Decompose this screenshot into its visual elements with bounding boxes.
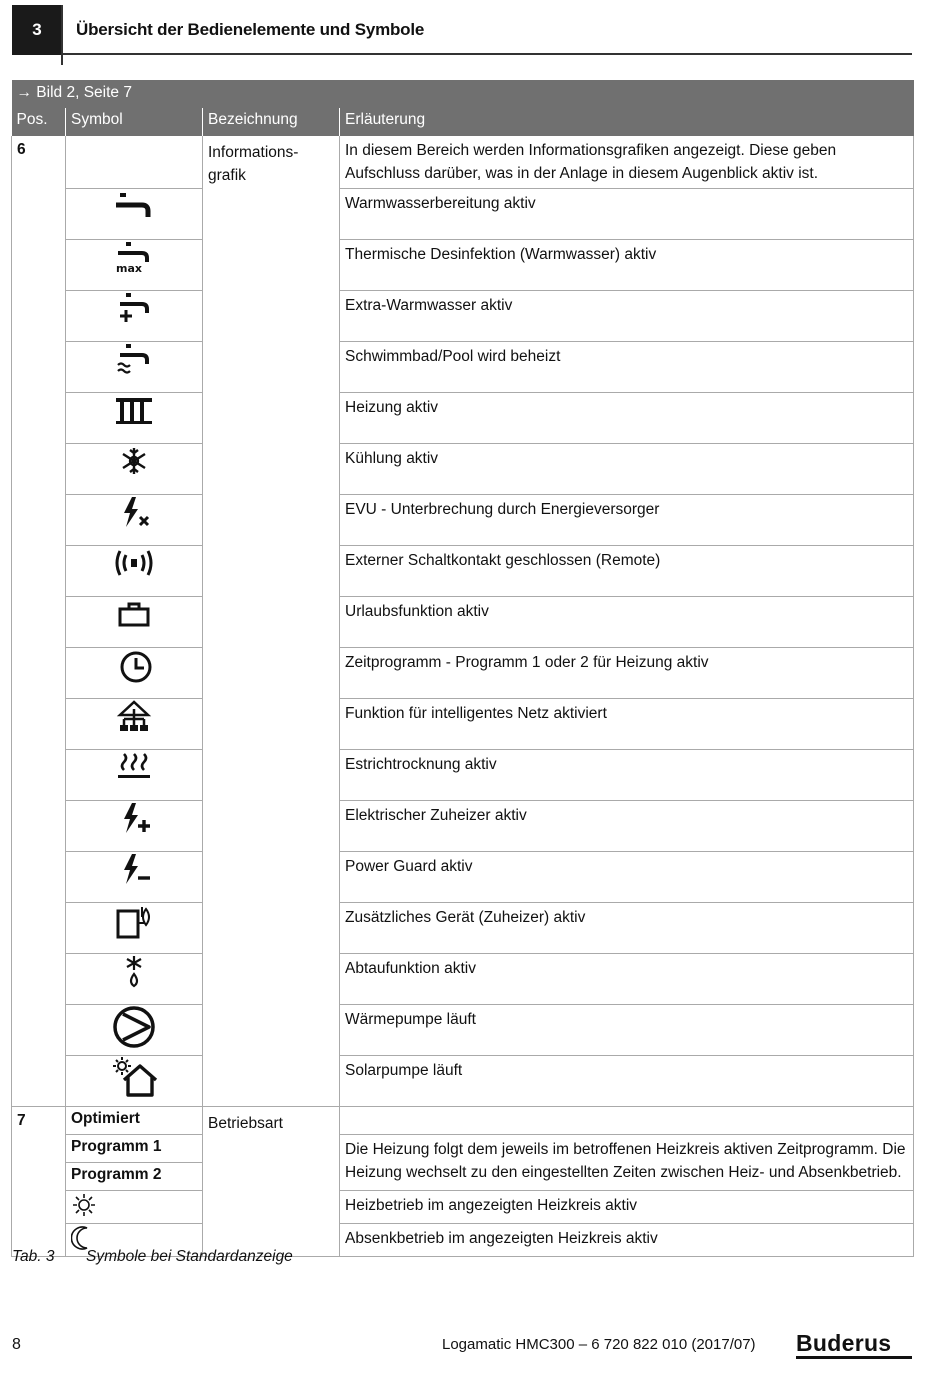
explanation-cell: Schwimmbad/Pool wird beheizt xyxy=(340,341,914,392)
explanation-cell: Thermische Desinfektion (Warmwasser) aktiv xyxy=(340,239,914,290)
table-row xyxy=(12,392,914,443)
header-rule xyxy=(62,53,912,55)
symbol-empty xyxy=(66,136,203,188)
explanation-cell: Abtaufunktion aktiv xyxy=(340,953,914,1004)
mode-programm-1: Programm 1 xyxy=(66,1134,203,1162)
column-header-symbol: Symbol xyxy=(66,108,203,136)
explanation-setback: Absenkbetrieb im angezeigten Heizkreis aktiv xyxy=(340,1223,914,1256)
clock-icon xyxy=(66,648,202,684)
explanation-cell: Zusätzliches Gerät (Zuheizer) aktiv xyxy=(340,902,914,953)
symbol-cell xyxy=(66,800,203,851)
tap-icon xyxy=(66,189,202,223)
explanation-intro: In diesem Bereich werden Informationsgrafiken angezeigt. Diese geben Aufschluss darüber, was in der Anlage in diesem Augenblick aktiv ist. xyxy=(340,136,914,188)
symbol-cell xyxy=(66,698,203,749)
table-row xyxy=(12,1106,914,1134)
table-row xyxy=(12,698,914,749)
designation-info-graphic xyxy=(203,136,340,1106)
lightning-minus-icon xyxy=(66,852,202,886)
buderus-logo: Buderus xyxy=(796,1330,892,1356)
designation-operating-mode: Betriebsart xyxy=(203,1106,340,1256)
explanation-cell: Estrichtrocknung aktiv xyxy=(340,749,914,800)
explanation-cell: Power Guard aktiv xyxy=(340,851,914,902)
symbol-cell xyxy=(66,1055,203,1106)
symbol-cell xyxy=(66,443,203,494)
explanation-cell: Warmwasserbereitung aktiv xyxy=(340,188,914,239)
pos-7: 7 xyxy=(12,1106,66,1256)
explanation-cell: EVU - Unterbrechung durch Energieversorger xyxy=(340,494,914,545)
explanation-cell: Funktion für intelligentes Netz aktiviert xyxy=(340,698,914,749)
symbol-cell xyxy=(66,749,203,800)
symbol-table xyxy=(11,80,914,1257)
mode-optimiert: Optimiert xyxy=(66,1106,203,1134)
explanation-cell: Wärmepumpe läuft xyxy=(340,1004,914,1055)
table-row xyxy=(12,341,914,392)
column-header-designation: Bezeichnung xyxy=(203,108,340,136)
table-row xyxy=(12,953,914,1004)
table-row xyxy=(12,800,914,851)
explanation-heating: Heizbetrieb im angezeigten Heizkreis aktiv xyxy=(340,1190,914,1223)
symbol-cell xyxy=(66,596,203,647)
table-row xyxy=(12,545,914,596)
radiator-icon xyxy=(66,393,202,427)
table-row xyxy=(12,647,914,698)
table-row xyxy=(12,290,914,341)
explanation-cell: Heizung aktiv xyxy=(340,392,914,443)
table-row xyxy=(12,188,914,239)
chapter-title: Übersicht der Bedienelemente und Symbole xyxy=(76,20,425,39)
chapter-number: 3 xyxy=(12,5,62,55)
table-row xyxy=(12,1134,914,1162)
symbol-cell xyxy=(66,188,203,239)
lightning-x-icon xyxy=(66,495,202,529)
page-number: 8 xyxy=(12,1336,21,1353)
svg-text:max: max xyxy=(116,261,142,274)
table-row xyxy=(12,902,914,953)
symbol-cell xyxy=(66,341,203,392)
snowflake-icon xyxy=(66,444,202,478)
explanation-cell: Elektrischer Zuheizer aktiv xyxy=(340,800,914,851)
suitcase-icon xyxy=(66,597,202,631)
remote-signal-icon xyxy=(66,546,202,580)
header-divider xyxy=(61,5,63,65)
explanation-cell: Urlaubsfunktion aktiv xyxy=(340,596,914,647)
table-row xyxy=(12,749,914,800)
explanation-cell: Kühlung aktiv xyxy=(340,443,914,494)
symbol-cell xyxy=(66,290,203,341)
column-header-explanation: Erläuterung xyxy=(340,108,914,136)
table-caption xyxy=(12,1248,293,1266)
sun-symbol-cell xyxy=(66,1190,203,1223)
explanation-cell: Externer Schaltkontakt geschlossen (Remote) xyxy=(340,545,914,596)
table-row xyxy=(12,1055,914,1106)
caption-text: Symbole bei Standardanzeige xyxy=(86,1248,293,1265)
table-row xyxy=(12,851,914,902)
tap-plus-icon xyxy=(66,291,202,325)
figure-reference: → Bild 2, Seite 7 xyxy=(12,80,914,108)
symbol-cell xyxy=(66,953,203,1004)
symbol-cell xyxy=(66,1004,203,1055)
symbol-cell xyxy=(66,545,203,596)
tap-max-icon xyxy=(66,240,202,274)
lightning-plus-icon xyxy=(66,801,202,835)
column-header-pos: Pos. xyxy=(12,108,66,136)
caption-label: Tab. 3 xyxy=(12,1248,55,1265)
table-row xyxy=(12,443,914,494)
explanation-cell: Zeitprogramm - Programm 1 oder 2 für Heizung aktiv xyxy=(340,647,914,698)
pump-icon xyxy=(66,1005,202,1049)
sun-house-icon xyxy=(66,1056,202,1098)
pos-6: 6 xyxy=(12,136,66,1106)
designation-info-graphic-text: Informations- grafik xyxy=(208,144,299,184)
explanation-cell: Solarpumpe läuft xyxy=(340,1055,914,1106)
tap-pool-icon xyxy=(66,342,202,376)
document-id: Logamatic HMC300 – 6 720 822 010 (2017/07) xyxy=(442,1336,756,1353)
symbol-cell xyxy=(66,494,203,545)
floor-heat-icon xyxy=(66,750,202,784)
explanation-optimiert xyxy=(340,1106,914,1134)
table-row xyxy=(12,494,914,545)
table-row xyxy=(12,1004,914,1055)
mode-programm-2: Programm 2 xyxy=(66,1162,203,1190)
explanation-cell: Extra-Warmwasser aktiv xyxy=(340,290,914,341)
sun-icon xyxy=(71,1205,97,1222)
logo-underline xyxy=(796,1356,912,1359)
symbol-cell xyxy=(66,392,203,443)
defrost-icon xyxy=(66,954,202,990)
boiler-flame-icon xyxy=(66,903,202,939)
symbol-cell xyxy=(66,902,203,953)
smart-grid-icon xyxy=(66,699,202,735)
table-row xyxy=(12,596,914,647)
symbol-cell xyxy=(66,851,203,902)
symbol-cell xyxy=(66,647,203,698)
symbol-cell xyxy=(66,239,203,290)
table-row xyxy=(12,1190,914,1223)
table-row xyxy=(12,239,914,290)
explanation-programm: Die Heizung folgt dem jeweils im betroffenen Heizkreis aktiven Zeitprogramm. Die Heizung wechselt zu den eingestellten Zeiten zwischen Heiz- und Absenkbetrieb. xyxy=(340,1134,914,1190)
